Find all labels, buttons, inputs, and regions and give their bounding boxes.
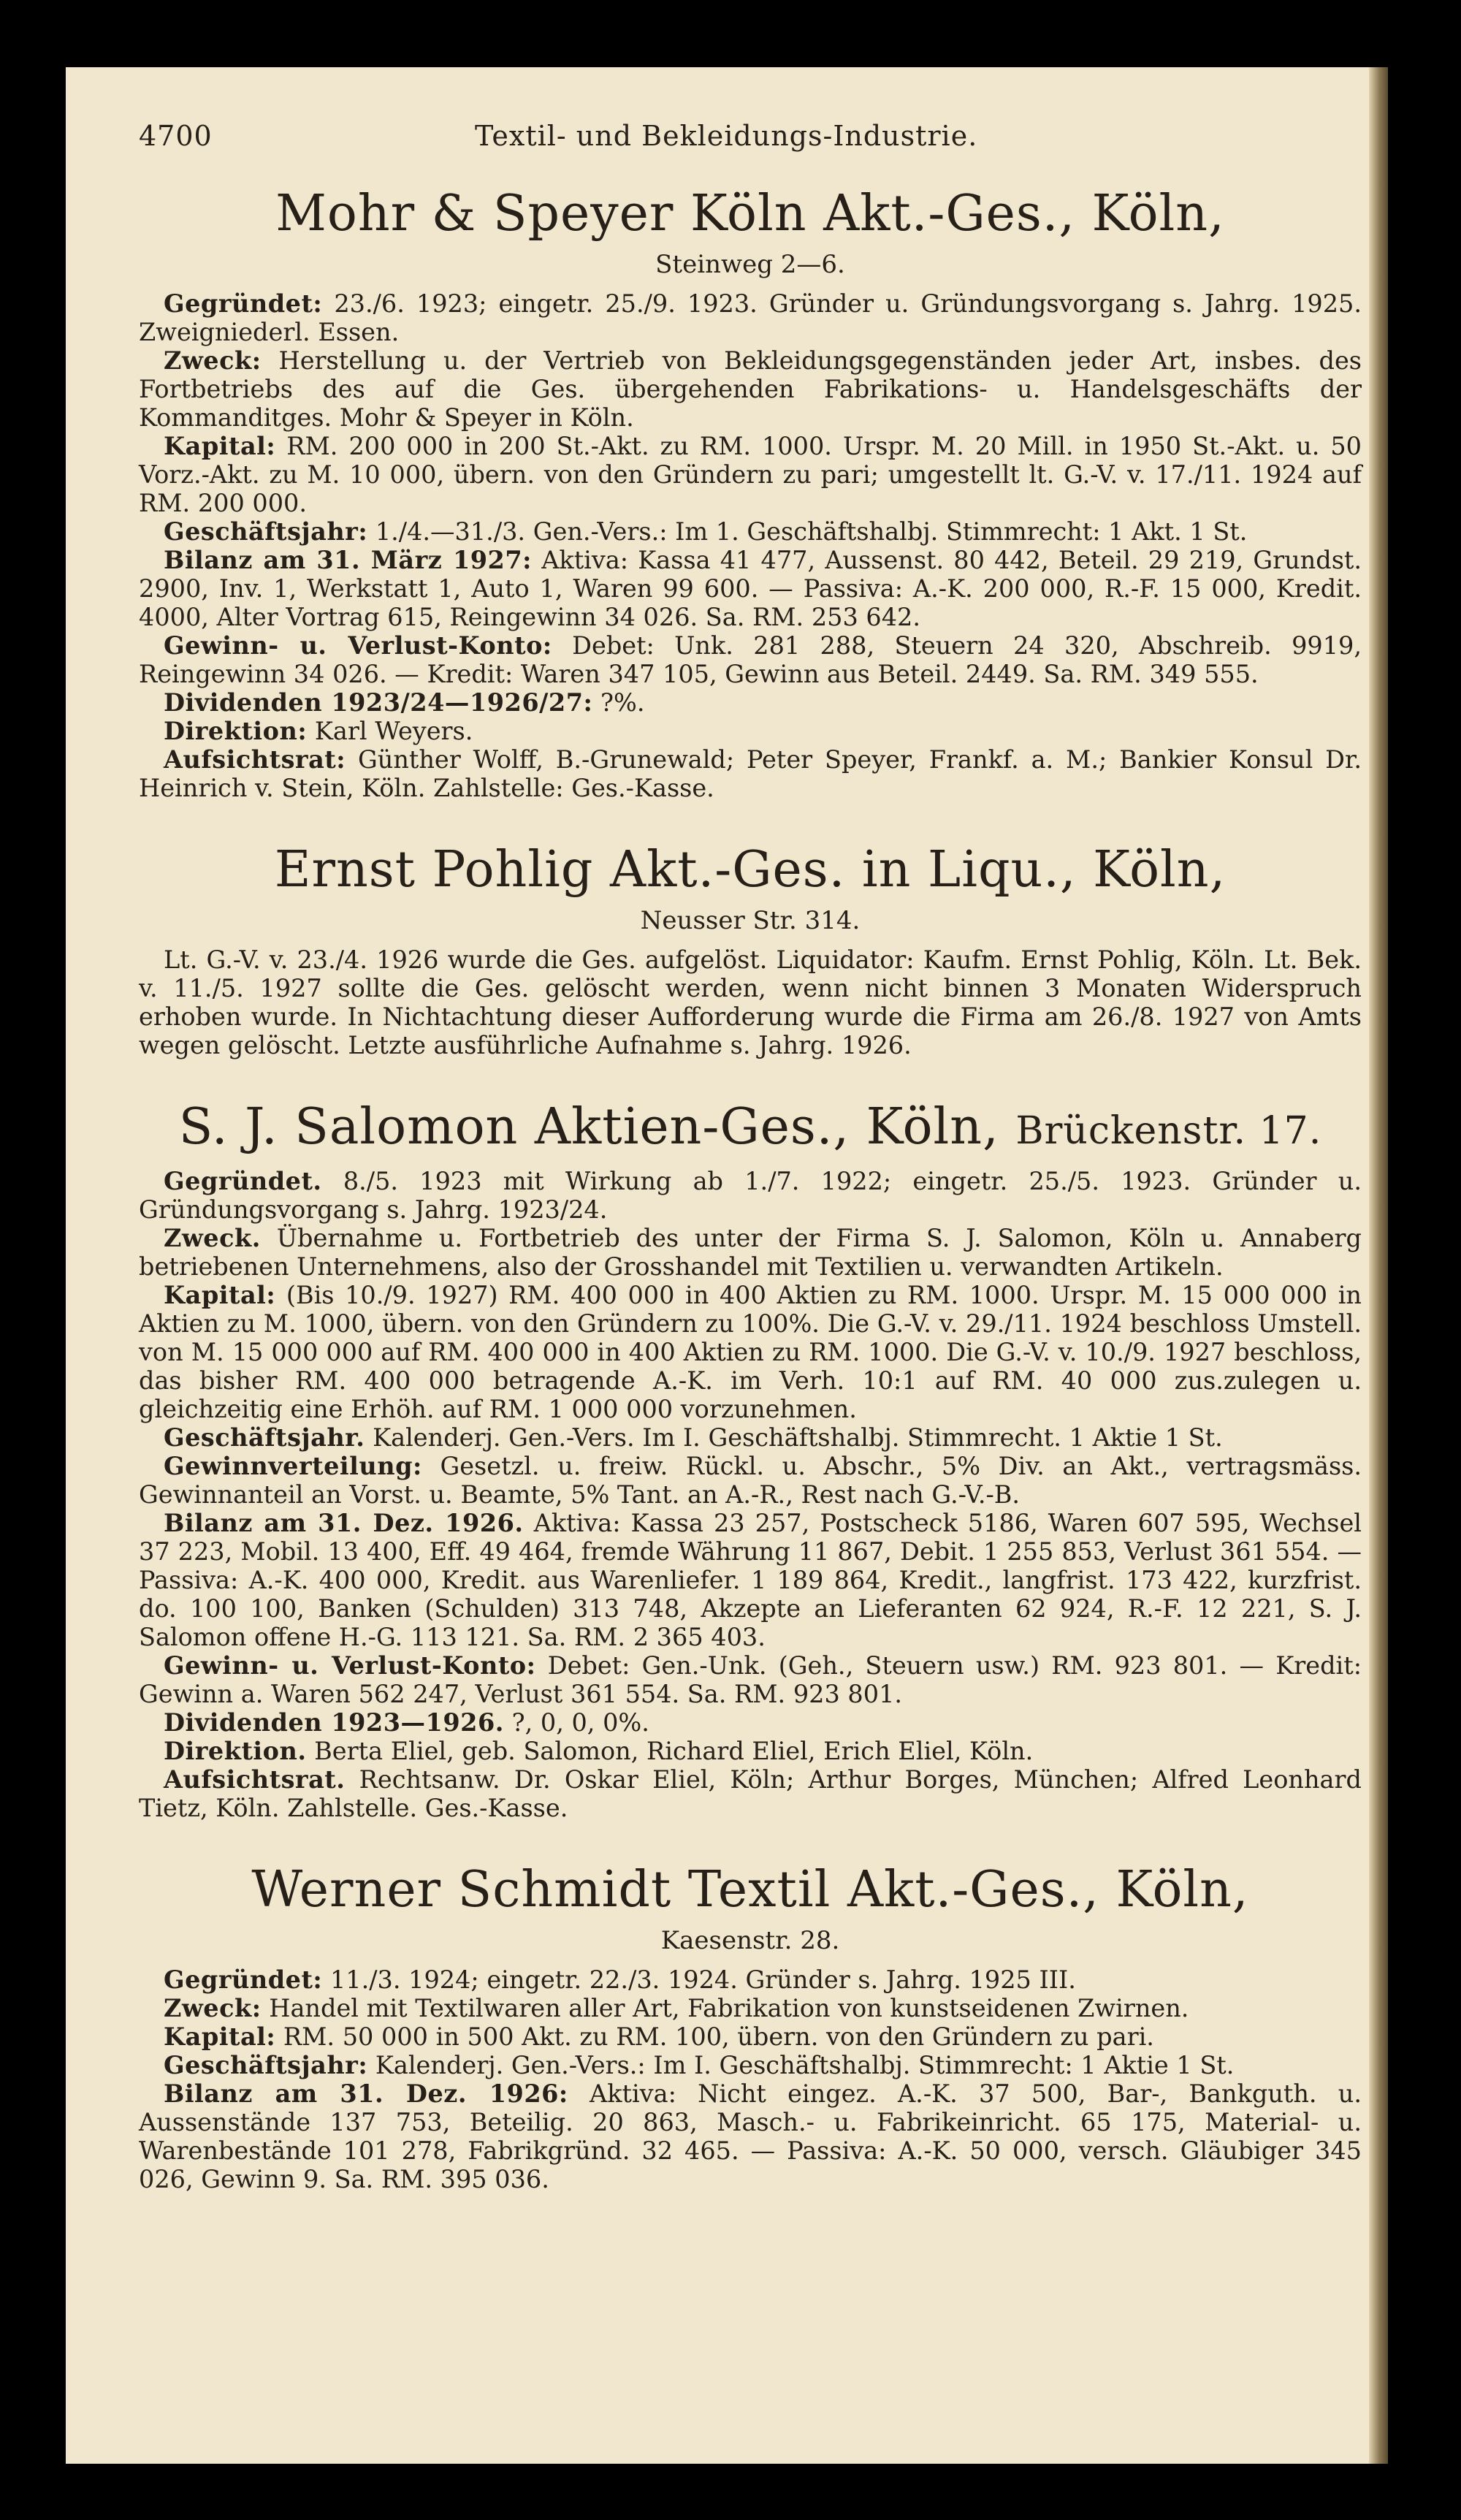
paragraph-text: 8./5. 1923 mit Wirkung ab 1./7. 1922; eingetr. 25./5. 1923. Gründer u. Gründungsvorgang s. Jahrg. 1923/24. [139, 1166, 1362, 1224]
entry-paragraph [139, 2079, 1362, 2193]
paragraph-text: Aktiva: Kassa 23 257, Postscheck 5186, Waren 607 595, Wechsel 37 223, Mobil. 13 400, Eff. 49 464, fremde Währung 11 867, Debit. 1 255 853, Verlust 361 554. — Passiva: A.-K. 400 000, Kredit. aus Warenliefer. 1 189 864, Kredit., langfrist. 173 422, kurzfrist. do. 100 100, Banken (Schulden) 313 748, Akzepte an Lieferanten 62 924, R.-F. 12 221, S. J. Salomon offene H.-G. 113 121. Sa. RM. 2 365 403. [139, 1508, 1362, 1651]
company-address: Brückenstr. 17. [1015, 1109, 1322, 1154]
paragraph-text: Berta Eliel, geb. Salomon, Richard Eliel, Erich Eliel, Köln. [314, 1736, 1034, 1765]
paragraph-text: ?%. [600, 688, 645, 717]
paragraph-label: Gegründet. [164, 1166, 322, 1195]
paragraph-label: Geschäftsjahr. [164, 1423, 365, 1452]
entry-paragraph [139, 945, 1362, 1059]
entry-paragraph [139, 1167, 1362, 1224]
entry-paragraph [139, 432, 1362, 517]
entry-paragraph [139, 688, 1362, 717]
paragraph-text: Übernahme u. Fortbetrieb des unter der Firma S. J. Salomon, Köln u. Annaberg betriebenen Unternehmens, also der Grosshandel mit Textilien u. verwandten Artikeln. [139, 1223, 1362, 1281]
entry-paragraph [139, 717, 1362, 745]
paragraph-text: Handel mit Textilwaren aller Art, Fabrikation von kunstseidenen Zwirnen. [269, 1993, 1189, 2022]
company-address: Kaesenstr. 28. [660, 1925, 840, 1955]
company-address: Neusser Str. 314. [640, 906, 861, 936]
paragraph-label: Geschäftsjahr: [164, 2050, 368, 2079]
entry-paragraph [139, 346, 1362, 432]
company-address: Steinweg 2—6. [655, 250, 845, 280]
paragraph-text: 1./4.—31./3. Gen.-Vers.: Im 1. Geschäftshalbj. Stimmrecht: 1 Akt. 1 St. [375, 517, 1248, 547]
paragraph-label: Geschäftsjahr: [164, 517, 368, 547]
page-header [139, 120, 1362, 152]
entry-paragraph [139, 1224, 1362, 1281]
paragraph-text: 23./6. 1923; eingetr. 25./9. 1923. Gründer u. Gründungsvorgang s. Jahrg. 1925. Zweigniederl. Essen. [139, 289, 1362, 347]
paragraph-label: Gegründet: [164, 289, 323, 319]
paragraph-label: Dividenden 1923/24—1926/27: [164, 688, 593, 717]
paragraph-text: Gesetzl. u. freiw. Rückl. u. Abschr., 5% Div. an Akt., vertragsmäss. Gewinnanteil an Vorst. u. Beamte, 5% Tant. an A.-R., Rest nach G.-V.-B. [139, 1451, 1362, 1509]
company-entry [139, 842, 1362, 1059]
company-entry [139, 186, 1362, 802]
entry-paragraph [139, 1452, 1362, 1509]
entry-paragraph [139, 546, 1362, 631]
paragraph-text: Debet: Unk. 281 288, Steuern 24 320, Abschreib. 9919, Reingewinn 34 026. — Kredit: Waren 347 105, Gewinn aus Beteil. 2449. Sa. RM. 349 555. [139, 631, 1362, 689]
paragraph-label: Zweck. [164, 1223, 261, 1252]
company-title-text: S. J. Salomon Aktien-Ges., Köln, [178, 1098, 999, 1157]
paragraph-text: Lt. G.-V. v. 23./4. 1926 wurde die Ges. aufgelöst. Liquidator: Kaufm. Ernst Pohlig, Köln. Lt. Bek. v. 11./5. 1927 sollte die Ges. gelöscht werden, wenn nicht binnen 3 Monaten Widerspruch erhoben wurde. In Nichtachtung dieser Aufforderung wurde die Firma am 26./8. 1927 von Amts wegen gelöscht. Letzte ausführliche Aufnahme s. Jahrg. 1926. [139, 945, 1362, 1060]
page-spine-shadow [1369, 67, 1388, 2464]
company-title: Werner Schmidt Textil Akt.-Ges., Köln, [251, 1860, 1249, 1919]
entry-paragraph [139, 1509, 1362, 1651]
paragraph-text: Herstellung u. der Vertrieb von Bekleidungsgegenständen jeder Art, insbes. des Fortbetriebs des auf die Ges. übergehenden Fabrikations- u. Handelsgeschäfts der Kommanditges. Mohr & Speyer in Köln. [139, 346, 1362, 433]
paragraph-text: Günther Wolff, B.-Grunewald; Peter Speyer, Frankf. a. M.; Bankier Konsul Dr. Heinrich v. Stein, Köln. Zahlstelle: Ges.-Kasse. [139, 745, 1362, 803]
book-page [66, 67, 1388, 2464]
paragraph-text: (Bis 10./9. 1927) RM. 400 000 in 400 Aktien zu RM. 1000. Urspr. M. 15 000 000 in Aktien zu M. 1000, übern. von den Gründern zu 100%. Die G.-V. v. 29./11. 1924 beschloss Umstell. von M. 15 000 000 auf RM. 400 000 in 400 Aktien zu RM. 1000. Die G.-V. v. 10./9. 1927 beschloss, das bisher RM. 400 000 betragende A.-K. im Verh. 10:1 auf RM. 40 000 zus.zulegen u. gleichzeitig eine Erhöh. auf RM. 1 000 000 vorzunehmen. [139, 1280, 1362, 1423]
company-entry [139, 1862, 1362, 2193]
paragraph-label: Bilanz am 31. Dez. 1926: [164, 2079, 568, 2108]
paragraph-label: Aufsichtsrat: [164, 745, 346, 774]
paragraph-label: Dividenden 1923—1926. [164, 1708, 504, 1737]
paragraph-label: Gewinn- u. Verlust-Konto: [164, 631, 552, 661]
company-title [139, 1099, 1362, 1156]
paragraph-label: Aufsichtsrat. [164, 1765, 346, 1794]
company-title: Mohr & Speyer Köln Akt.-Ges., Köln, [275, 185, 1225, 243]
paragraph-label: Gegründet: [164, 1965, 323, 1994]
paragraph-label: Direktion. [164, 1736, 307, 1765]
paragraph-label: Zweck: [164, 346, 262, 376]
paragraph-label: Kapital: [164, 432, 276, 461]
paragraph-text: Karl Weyers. [314, 717, 473, 746]
paragraph-text: RM. 50 000 in 500 Akt. zu RM. 100, übern. von den Gründern zu pari. [283, 2022, 1154, 2051]
paragraph-text: Aktiva: Kassa 41 477, Aussenst. 80 442, Beteil. 29 219, Grundst. 2900, Inv. 1, Werkstatt 1, Auto 1, Waren 99 600. — Passiva: A.-K. 200 000, R.-F. 15 000, Kredit. 4000, Alter Vortrag 615, Reingewinn 34 026. Sa. RM. 253 642. [139, 546, 1362, 632]
paragraph-text: 11./3. 1924; eingetr. 22./3. 1924. Gründer s. Jahrg. 1925 III. [329, 1965, 1076, 1994]
paragraph-label: Bilanz am 31. März 1927: [164, 546, 533, 575]
company-title: Ernst Pohlig Akt.-Ges. in Liqu., Köln, [274, 841, 1227, 899]
paragraph-text: Debet: Gen.-Unk. (Geh., Steuern usw.) RM. 923 801. — Kredit: Gewinn a. Waren 562 247, Verlust 361 554. Sa. RM. 923 801. [139, 1651, 1362, 1708]
paragraph-label: Kapital: [164, 2022, 276, 2051]
entry-paragraph [139, 1965, 1362, 1994]
entry-paragraph [139, 1737, 1362, 1765]
company-entry [139, 1099, 1362, 1822]
paragraph-text: Rechtsanw. Dr. Oskar Eliel, Köln; Arthur Borges, München; Alfred Leonhard Tietz, Köln. Zahlstelle. Ges.-Kasse. [139, 1765, 1362, 1822]
paragraph-text: Kalenderj. Gen.-Vers. Im I. Geschäftshalbj. Stimmrecht. 1 Aktie 1 St. [373, 1423, 1223, 1452]
paragraph-text: Kalenderj. Gen.-Vers.: Im I. Geschäftshalbj. Stimmrecht: 1 Aktie 1 St. [375, 2050, 1235, 2079]
paragraph-label: Kapital: [164, 1280, 276, 1309]
entry-paragraph [139, 517, 1362, 546]
entry-paragraph [139, 2051, 1362, 2079]
paragraph-label: Bilanz am 31. Dez. 1926. [164, 1508, 524, 1537]
entry-paragraph [139, 745, 1362, 802]
paragraph-text: RM. 200 000 in 200 St.-Akt. zu RM. 1000. Urspr. M. 20 Mill. in 1950 St.-Akt. u. 50 Vorz.-Akt. zu M. 10 000, übern. von den Gründern zu pari; umgestellt lt. G.-V. v. 17./11. 1924 auf RM. 200 000. [139, 432, 1362, 518]
paragraph-label: Zweck: [164, 1993, 262, 2022]
entry-paragraph [139, 1281, 1362, 1423]
entry-paragraph [139, 631, 1362, 688]
entry-paragraph [139, 2022, 1362, 2051]
paragraph-label: Gewinnverteilung: [164, 1451, 422, 1480]
entry-paragraph [139, 1994, 1362, 2022]
paragraph-text: ?, 0, 0, 0%. [511, 1708, 649, 1737]
entry-paragraph [139, 1651, 1362, 1708]
page-number: 4700 [139, 120, 213, 152]
entry-paragraph [139, 1765, 1362, 1822]
entry-paragraph [139, 289, 1362, 346]
paragraph-label: Direktion: [164, 717, 308, 746]
paragraph-text: Aktiva: Nicht eingez. A.-K. 37 500, Bar-, Bankguth. u. Aussenstände 137 753, Beteilig. 20 863, Masch.- u. Fabrikeinricht. 65 175, Material- u. Warenbestände 101 278, Fabrikgründ. 32 465. — Passiva: A.-K. 50 000, versch. Gläubiger 345 026, Gewinn 9. Sa. RM. 395 036. [139, 2079, 1362, 2193]
running-title: Textil- und Bekleidungs-Industrie. [475, 120, 978, 152]
entry-paragraph [139, 1708, 1362, 1737]
paragraph-label: Gewinn- u. Verlust-Konto: [164, 1651, 536, 1680]
entry-paragraph [139, 1423, 1362, 1452]
